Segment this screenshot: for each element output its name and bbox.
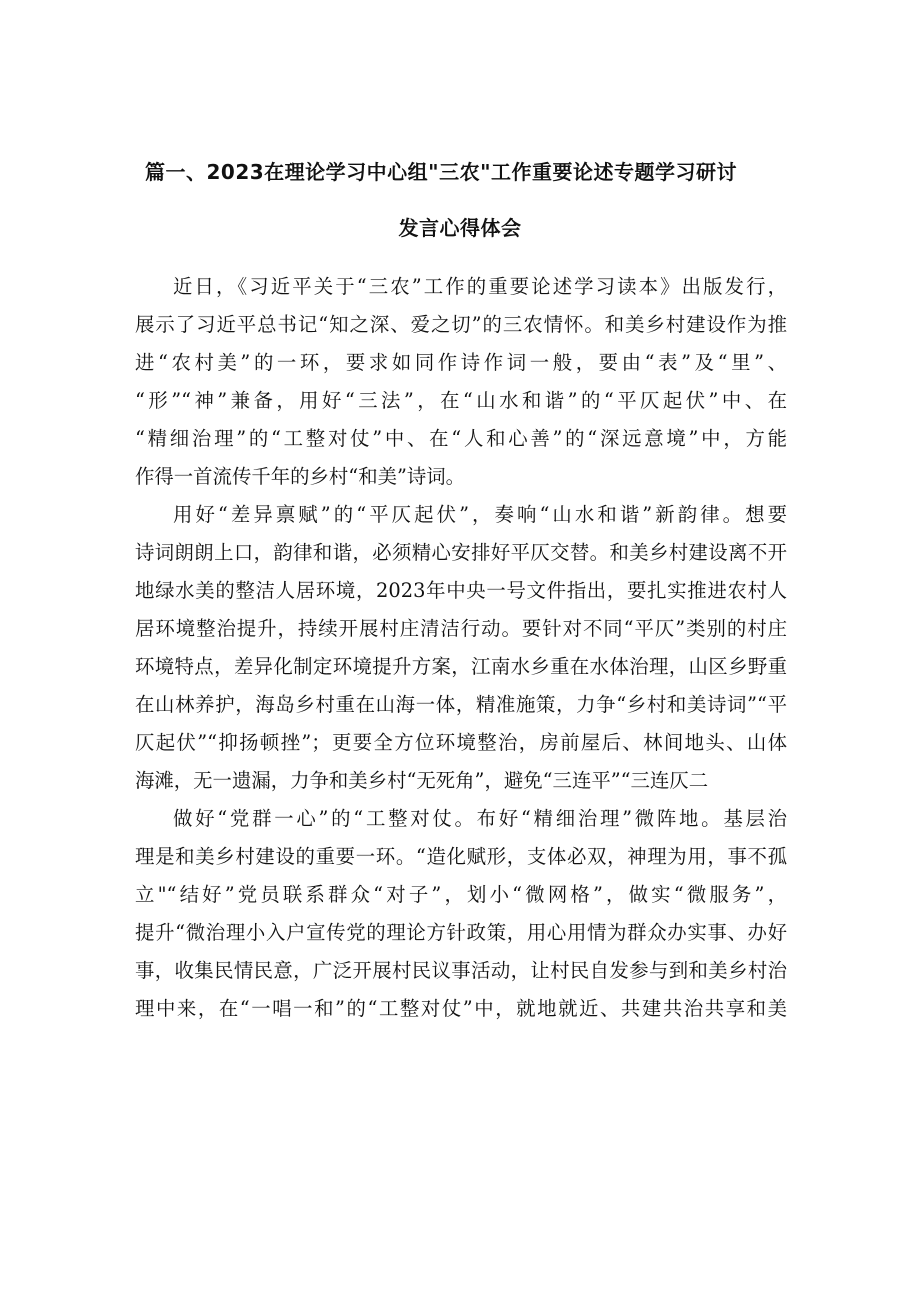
text-line: 地绿水美的整洁人居环境，2023年中央一号文件指出，要扎实推进农村人 <box>135 579 787 602</box>
text-line: 在山林养护，海岛乡村重在山海一体，精准施策，力争“乡村和美诗词”“平 <box>135 693 787 716</box>
text-line: 事，收集民情民意，广泛开展村民议事活动，让村民自发参与到和美乡村治 <box>135 959 787 982</box>
paragraph <box>135 496 787 800</box>
text-line: 理是和美乡村建设的重要一环。“造化赋形，支体必双，神理为用，事不孤 <box>135 845 787 868</box>
text-line: 海滩，无一遗漏，力争和美乡村“无死角”，避免“三连平”“三连仄二 <box>135 769 709 792</box>
text-line: 环境特点，差异化制定环境提升方案，江南水乡重在水体治理，山区乡野重 <box>135 655 787 678</box>
text-line: 诗词朗朗上口，韵律和谐，必须精心安排好平仄交替。和美乡村建设离不开 <box>135 541 787 564</box>
text-line: “形”“神”兼备，用好“三法”，在“山水和谐”的“平仄起伏”中、在 <box>135 389 787 412</box>
text-line: 仄起伏”“抑扬顿挫”；更要全方位环境整治，房前屋后、林间地头、山体 <box>135 731 787 754</box>
document-title-line-1: 篇一、2023在理论学习中心组"三农"工作重要论述专题学习研讨 <box>144 160 737 184</box>
text-line: 做好“党群一心”的“工整对仗。布好“精细治理”微阵地。基层治 <box>173 807 787 830</box>
text-line: 理中来，在“一唱一和”的“工整对仗”中，就地就近、共建共治共享和美 <box>135 997 787 1020</box>
document-body <box>135 268 787 1028</box>
text-line: 立"“结好”党员联系群众“对子”，划小“微网格”，做实“微服务”， <box>135 883 787 906</box>
text-line: 展示了习近平总书记“知之深、爱之切”的三农情怀。和美乡村建设作为推 <box>135 313 787 336</box>
paragraph <box>135 268 787 496</box>
text-line: 近日，《习近平关于“三农”工作的重要论述学习读本》出版发行， <box>173 275 787 298</box>
text-line: 进“农村美”的一环，要求如同作诗作词一般，要由“表”及“里”、 <box>135 351 787 374</box>
text-line: 居环境整治提升，持续开展村庄清洁行动。要针对不同“平仄”类别的村庄 <box>135 617 787 640</box>
text-line: 作得一首流传千年的乡村“和美”诗词。 <box>135 465 466 488</box>
document-title-line-2: 发言心得体会 <box>398 216 522 240</box>
paragraph <box>135 800 787 1028</box>
text-line: “精细治理”的“工整对仗”中、在“人和心善”的“深远意境”中，方能 <box>135 427 787 450</box>
text-line: 提升“微治理小入户宣传党的理论方针政策，用心用情为群众办实事、办好 <box>135 921 787 944</box>
text-line: 用好“差异禀赋”的“平仄起伏”，奏响“山水和谐”新韵律。想要 <box>173 503 787 526</box>
